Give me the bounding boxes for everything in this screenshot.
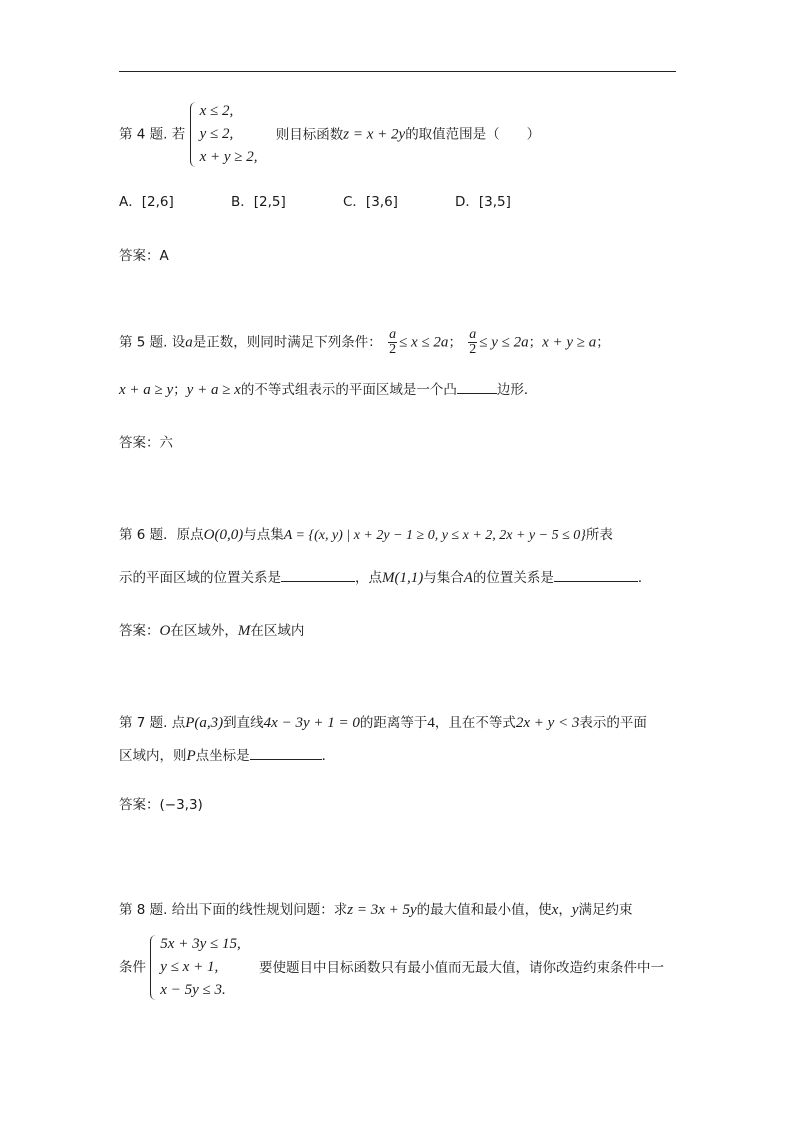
frac-numerator: a: [469, 327, 477, 342]
frac-numerator: a: [389, 327, 397, 342]
q5-condition-4: x + a ≥ y: [119, 382, 174, 398]
q6-text-2: 所表: [585, 527, 613, 543]
question-4: [119, 100, 679, 169]
q5-label: 第 5 题. 设: [119, 334, 186, 351]
answer-m: M: [237, 623, 251, 639]
q4-options: [119, 190, 679, 210]
q4-expr: z = x + 2y: [343, 126, 406, 143]
q4-label: 第 4 题. 若: [119, 126, 186, 143]
q5-condition-2: ≤ y ≤ 2a: [479, 334, 529, 351]
q8-label: 第 8 题. 给出下面的线性规划问题：求: [119, 902, 348, 918]
frac-denominator: 2: [469, 342, 477, 357]
q6-text-4: ，点: [355, 570, 382, 586]
question-7: [119, 711, 679, 732]
q4-option-b: B．[2,5]: [231, 194, 286, 210]
q7-text-6: 点坐标是: [195, 748, 250, 764]
q6-text-1: 与点集: [243, 527, 284, 543]
q4-option-d: D．[3,5]: [455, 194, 511, 210]
q4-option-c: C．[3,6]: [343, 194, 398, 210]
q7-p: P: [186, 748, 196, 764]
q5-condition-1: ≤ x ≤ 2a: [399, 334, 449, 351]
q7-inequality: 2x + y < 3: [515, 715, 580, 731]
q8-text-2: 满足约束: [578, 902, 633, 918]
q6-origin: O(0,0): [203, 527, 244, 543]
q5-answer: 答案：六: [119, 435, 173, 451]
q6-set: A = {(x, y) | x + 2y − 1 ≥ 0, y ≤ x + 2, 2x + y − 5 ≤ 0}: [283, 528, 586, 543]
q5-text-2: 的不等式组表示的平面区域是一个凸: [240, 382, 457, 398]
q7-answer: 答案：(−3,3): [119, 797, 203, 813]
question-8: [119, 898, 679, 919]
brace: [150, 935, 158, 1000]
answer-text-1: 在区域外，: [170, 623, 238, 639]
q6-blank-2: [554, 567, 638, 582]
q6-point-m: M(1,1): [382, 570, 424, 586]
separator: ；: [596, 334, 610, 351]
q8-x: x: [551, 902, 559, 918]
q5-fraction-1: [388, 328, 397, 357]
q7-point: P(a,3): [185, 715, 224, 731]
q6-text-3: 示的平面区域的位置关系是: [119, 570, 281, 586]
q8-constraint-3: x − 5y ≤ 3.: [160, 982, 226, 998]
q4-tail: 的取值范围是（ ）: [405, 126, 541, 143]
q4-option-a: A．[2,6]: [119, 194, 174, 210]
q4-constraint-2: y ≤ 2,: [199, 126, 234, 142]
q8-y: y: [571, 902, 579, 918]
q7-text-1: 到直线: [223, 715, 264, 731]
question-6: [119, 523, 679, 544]
q7-blank: [250, 745, 322, 760]
q7-line: 4x − 3y + 1 = 0: [263, 715, 360, 731]
q6-answer: [119, 619, 679, 640]
q6-blank-1: [281, 567, 355, 582]
question-5-line-2: [119, 378, 679, 399]
q8-constraint-system: [150, 933, 240, 1002]
separator: ；: [448, 334, 462, 351]
q7-text-3: ，且在不等式: [434, 715, 516, 731]
brace: [190, 102, 198, 167]
q5-text-1: 是正数，则同时满足下列条件：: [192, 334, 382, 351]
q4-constraint-1: x ≤ 2,: [199, 103, 234, 119]
q7-end: ．: [321, 748, 336, 764]
q5-condition-5: y + a ≥ x: [186, 382, 241, 398]
question-7-line-2: [119, 744, 679, 765]
q6-set-a: A: [463, 570, 473, 586]
question-8-line-2: [119, 933, 679, 1002]
q8-constraint-1: 5x + 3y ≤ 15,: [160, 936, 241, 952]
q5-answer-blank: [457, 379, 497, 394]
q5-condition-3: x + y ≥ a: [542, 334, 597, 351]
question-6-line-2: [119, 566, 679, 587]
frac-denominator: 2: [389, 342, 397, 357]
q4-answer: 答案：A: [119, 248, 169, 264]
q7-text-4: 表示的平面: [579, 715, 647, 731]
q6-text-5: 与集合: [423, 570, 464, 586]
q8-text-1: 的最大值和最小值，使: [416, 902, 552, 918]
answer-o: O: [159, 623, 171, 639]
answer-text-2: 在区域内: [250, 623, 305, 639]
q7-distance: 4: [427, 715, 435, 731]
q5-fraction-2: [468, 328, 477, 357]
separator: ；: [173, 382, 187, 398]
header-rule: [119, 71, 676, 72]
q6-text-6: 的位置关系是: [472, 570, 554, 586]
q4-constraint-3: x + y ≥ 2,: [199, 149, 258, 165]
q4-constraint-system: [190, 100, 258, 169]
q8-expr: z = 3x + 5y: [347, 902, 417, 918]
q7-text-5: 区域内，则: [119, 748, 187, 764]
q8-text-4: 要使题目中目标函数只有最小值而无最大值，请你改造约束条件中一: [259, 959, 665, 976]
q4-mid: 则目标函数: [275, 126, 344, 143]
q6-label: 第 6 题．原点: [119, 527, 204, 543]
q8-text-3: 条件: [119, 959, 146, 976]
q7-text-2: 的距离等于: [359, 715, 428, 731]
answer-prefix: 答案：: [119, 623, 160, 639]
q5-text-3: 边形．: [496, 382, 538, 398]
q8-comma: ，: [558, 902, 572, 918]
q7-label: 第 7 题. 点: [119, 715, 186, 731]
question-5: [119, 328, 679, 357]
q6-end: ．: [637, 570, 652, 586]
separator: ；: [528, 334, 543, 351]
q8-constraint-2: y ≤ x + 1,: [160, 959, 219, 975]
q5-a: a: [185, 334, 193, 351]
